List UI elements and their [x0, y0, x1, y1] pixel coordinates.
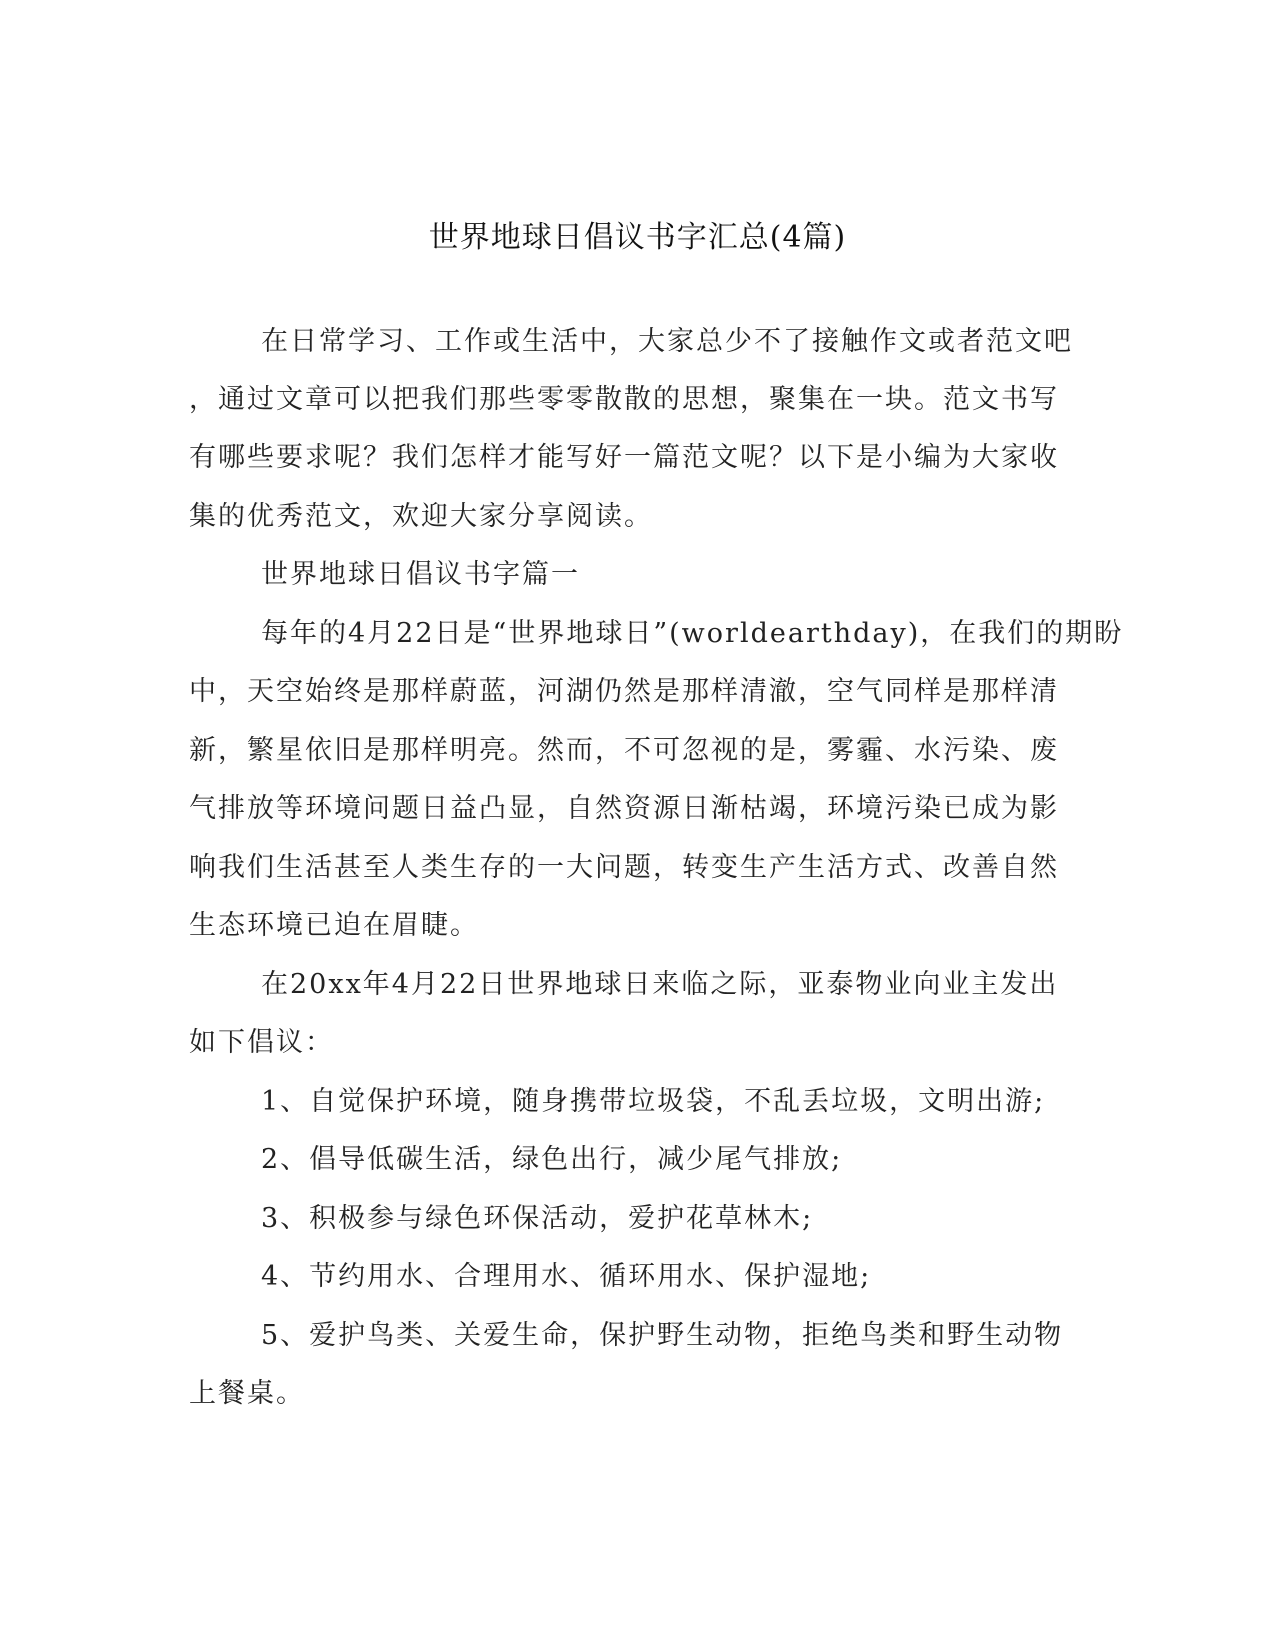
proposal-intro-1: 在20xx年4月22日世界地球日来临之际，亚泰物业向业主发出	[261, 969, 1059, 1000]
paragraph-line-3: 新，繁星依旧是那样明亮。然而，不可忽视的是，雾霾、水污染、废	[189, 735, 1059, 766]
proposal-item-3: 3、积极参与绿色环保活动，爱护花草林木;	[261, 1203, 814, 1234]
paragraph-line-2: 中，天空始终是那样蔚蓝，河湖仍然是那样清澈，空气同样是那样清	[189, 676, 1059, 707]
paragraph-line-4: 气排放等环境问题日益凸显，自然资源日渐枯竭，环境污染已成为影	[189, 793, 1059, 824]
proposal-item-1: 1、自觉保护环境，随身携带垃圾袋，不乱丢垃圾，文明出游;	[261, 1086, 1046, 1117]
intro-line-4: 集的优秀范文，欢迎大家分享阅读。	[189, 501, 653, 532]
intro-line-2: ，通过文章可以把我们那些零零散散的思想，聚集在一块。范文书写	[189, 384, 1059, 415]
intro-line-3: 有哪些要求呢？我们怎样才能写好一篇范文呢？以下是小编为大家收	[189, 442, 1059, 473]
proposal-item-4: 4、节约用水、合理用水、循环用水、保护湿地;	[261, 1261, 872, 1292]
intro-line-1: 在日常学习、工作或生活中，大家总少不了接触作文或者范文吧	[261, 326, 1073, 357]
section-heading: 世界地球日倡议书字篇一	[261, 559, 580, 590]
document-title: 世界地球日倡议书字汇总(4篇)	[428, 220, 847, 255]
paragraph-line-1: 每年的4月22日是“世界地球日”(worldearthday)，在我们的期盼	[261, 618, 1124, 649]
paragraph-line-5: 响我们生活甚至人类生存的一大问题，转变生产生活方式、改善自然	[189, 852, 1059, 883]
proposal-item-5: 5、爱护鸟类、关爱生命，保护野生动物，拒绝鸟类和野生动物	[261, 1320, 1064, 1351]
proposal-intro-2: 如下倡议：	[189, 1027, 334, 1058]
paragraph-line-6: 生态环境已迫在眉睫。	[189, 910, 479, 941]
proposal-item-5-cont: 上餐桌。	[189, 1378, 305, 1409]
proposal-item-2: 2、倡导低碳生活，绿色出行，减少尾气排放;	[261, 1144, 843, 1175]
